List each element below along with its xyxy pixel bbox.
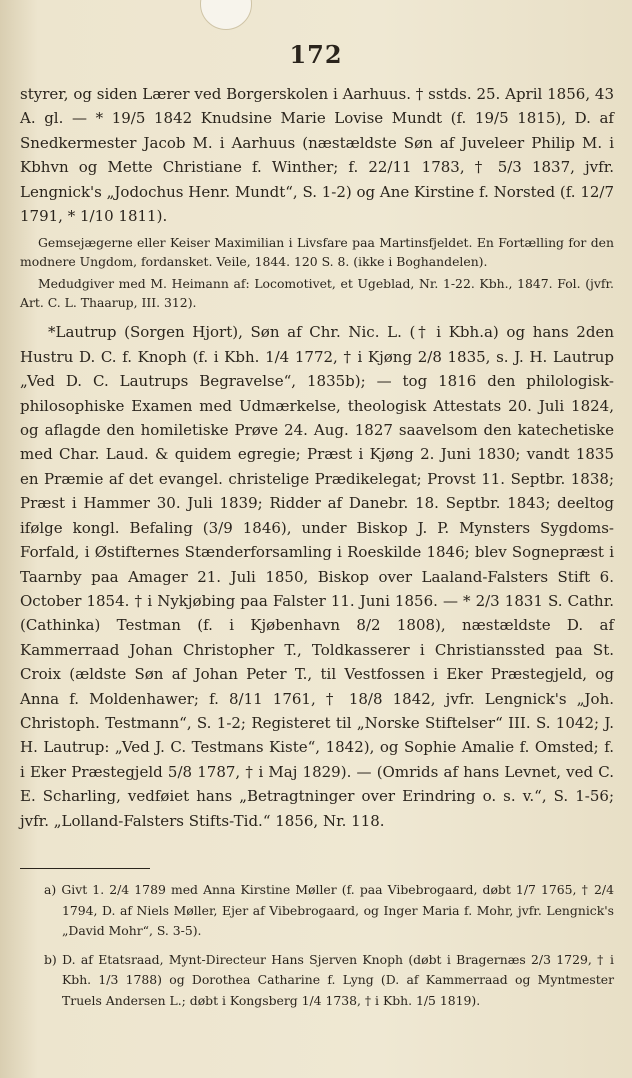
footnotes bbox=[20, 880, 614, 1019]
paragraph-continuation: styrer, og siden Lærer ved Borgerskolen i Aarhuus. † sstds. 25. April 1856, 43 A. gl. — * 19/5 1842 Knudsine Marie Lovise Mundt (f. 19/5 1815), D. af Snedkermester Jacob M. i Aarhuus (næstældste Søn af Juveleer Philip M. i Kbhvn og Mette Christiane f. Winther; f. 22/11 1783, † 5/3 1837, jvfr. Lengnick's „Jodochus Henr. Mundt“, S. 1-2) og Ane Kirstine f. Norsted (f. 12/7 1791, * 1/10 1811). bbox=[20, 85, 615, 226]
footnote-b bbox=[20, 950, 614, 1012]
main-text bbox=[20, 82, 614, 833]
page-punch-hole bbox=[200, 0, 252, 30]
footnote-marker: b) bbox=[44, 951, 57, 967]
paragraph-bibliography-1: Gemsejægerne eller Keiser Maximilian i Livsfare paa Martinsfjeldet. En Fortælling for den modnere Ungdom, fordansket. Veile, 1844. 120 S. 8. (ikke i Boghandelen). bbox=[20, 235, 614, 270]
footnote-marker: a) bbox=[44, 882, 57, 897]
page-number: 172 bbox=[289, 40, 343, 69]
paragraph-bibliography-2: Medudgiver med M. Heimann af: Locomotivet, et Ugeblad, Nr. 1-22. Kbh., 1847. Fol. (jvfr. Art. C. L. Thaarup, III. 312). bbox=[20, 276, 614, 311]
paragraph-entry-lautrup: *Lautrup (Sorgen Hjort), Søn af Chr. Nic. L. († i Kbh.a) og hans 2den Hustru D. C. f. Knoph (f. i Kbh. 1/4 1772, † i Kjøng 2/8 1835, s. J. H. Lautrup „Ved D. C. Lautrups Begravelse“, 1835b); — tog 1816 den philologisk-philosophiske Examen med Udmærkelse, theologisk Attestats 20. Juli 1824, og aflagde den homiletiske Prøve 24. Aug. 1827 saavelsom den katechetiske med Char. Laud. & quidem egregie; Præst i Kjøng 2. Juni 1830; vandt 1835 en Præmie af det evangel. christelige Prædikelegat; Provst 11. Septbr. 1838; Præst i Hammer 30. Juli 1839; Ridder af Danebr. 18. Septbr. 1843; deeltog ifølge kongl. Befaling (3/9 1846), under Biskop J. P. Mynsters Sygdoms-Forfald, i Østifternes Stænderforsamling i Roeskilde 1846; blev Sognepræst i Taarnby paa Amager 21. Juli 1850, Biskop over Laaland-Falsters Stift 6. October 1854. † i Nykjøbing paa Falster 11. Juni 1856. — * 2/3 1831 S. Cathr. (Cathinka) Testman (f. i Kjøbenhavn 8/2 1808), næstældste D. af Kammerraad Johan Christopher T., Toldkasserer i Christianssted paa St. Croix (ældste Søn af Johan Peter T., til Vestfossen i Eker Præstegjeld, og Anna f. Moldenhawer; f. 8/11 1761, † 18/8 1842, jvfr. Lengnick's „Joh. Christoph. Testmann“, S. 1-2; Registeret til „Norske Stiftelser“ III. S. 1042; J. H. Lautrup: „Ved J. C. Testmans Kiste“, 1842), og Sophie Amalie f. Omsted; f. i Eker Præstegjeld 5/8 1787, † i Maj 1829). — (Omrids af hans Levnet, ved C. E. Scharling, vedføiet hans „Betragtninger over Erindring o. s. v.“, S. 1-56; jvfr. „Lolland-Falsters Stifts-Tid.“ 1856, Nr. 118. bbox=[20, 323, 614, 830]
footnote-text: D. af Etatsraad, Mynt-Directeur Hans Sjerven Knoph (døbt i Bragernæs 2/3 1729, † i Kbh. 1/3 1788) og Dorothea Catharine f. Lyng (D. af Kammerraad og Myntmester Truels Andersen L.; døbt i Kongsberg 1/4 1738, † i Kbh. 1/5 1819). bbox=[62, 951, 614, 1008]
footnote-divider bbox=[20, 868, 150, 869]
footnote-text: Givt 1. 2/4 1789 med Anna Kirstine Møller (f. paa Vibebrogaard, døbt 1/7 1765, † 2/4 1794, D. af Niels Møller, Ejer af Vibebrogaard, og Inger Maria f. Mohr, jvfr. Lengnick's „David Mohr“, S. 3-5). bbox=[61, 882, 614, 938]
footnote-a bbox=[20, 880, 614, 942]
